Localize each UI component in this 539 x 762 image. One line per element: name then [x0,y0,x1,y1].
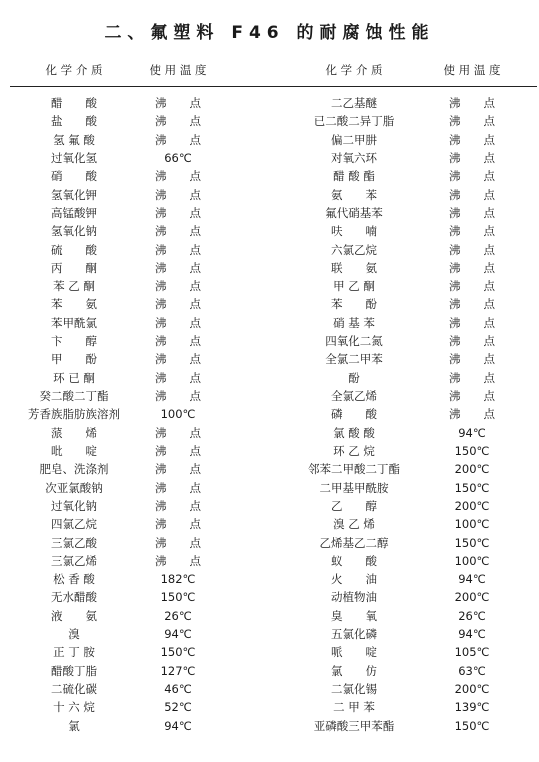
cell-temperature-left: 26℃ [164,608,192,623]
cell-temperature-right: 沸 点 [449,96,495,110]
cell-medium-left: 苯 乙 酮 [53,279,95,294]
cell-medium-right: 五氯化磷 [331,627,377,642]
cell-temperature-left: 沸 点 [155,425,201,440]
cell-temperature-left: 沸 点 [155,517,201,532]
cell-temperature-right: 沸 点 [449,242,495,257]
table-row [0,314,539,332]
cell-temperature-right: 139℃ [454,700,490,715]
table-row [0,350,539,368]
table-row [0,570,539,588]
cell-temperature-right: 沸 点 [449,205,495,220]
cell-medium-left: 癸二酸二丁酯 [39,389,109,403]
cell-medium-right: 二甲基甲酰胺 [319,480,389,495]
cell-temperature-right: 沸 点 [449,279,495,294]
table-row [0,204,539,222]
cell-temperature-right: 200℃ [454,462,490,477]
cell-temperature-left: 150℃ [160,590,196,605]
cell-medium-left: 蒎 烯 [51,425,97,440]
cell-temperature-left: 46℃ [164,682,192,696]
cell-medium-right: 氯 酸 酸 [333,425,375,440]
cell-medium-right: 邻苯二甲酸二丁酯 [308,462,400,477]
cell-temperature-left: 沸 点 [155,498,201,513]
cell-temperature-right: 63℃ [458,663,486,678]
cell-temperature-right: 沸 点 [449,224,495,239]
cell-medium-right: 二乙基醚 [331,96,377,110]
cell-temperature-right: 100℃ [454,517,490,532]
cell-temperature-right: 沸 点 [449,334,495,349]
cell-temperature-left: 沸 点 [155,96,201,110]
cell-temperature-left: 100℃ [160,407,196,422]
cell-temperature-left: 94℃ [164,718,192,733]
cell-medium-left: 芳香族脂肪族溶剂 [28,407,120,422]
cell-medium-right: 火 油 [331,572,377,587]
cell-temperature-right: 94℃ [458,572,486,587]
cell-medium-right: 全氯乙烯 [331,389,377,403]
table-row [0,680,539,698]
cell-medium-left: 过氧化钠 [51,498,97,513]
table-row [0,625,539,643]
cell-temperature-left: 沸 点 [155,480,201,495]
table-row [0,241,539,259]
cell-medium-left: 十 六 烷 [53,700,95,715]
cell-medium-right: 哌 啶 [331,645,377,660]
cell-temperature-left: 66℃ [164,150,192,165]
table-row [0,387,539,405]
cell-medium-left: 次亚氯酸钠 [45,480,103,495]
cell-medium-left: 四氯乙烷 [51,517,97,532]
table-row [0,186,539,204]
table-row [0,131,539,149]
cell-medium-right: 硝 基 苯 [333,315,375,330]
cell-medium-left: 吡 啶 [51,443,97,458]
cell-temperature-right: 150℃ [454,535,490,550]
table-body [0,94,539,735]
cell-temperature-left: 沸 点 [155,132,201,147]
cell-temperature-left: 沸 点 [155,114,201,129]
cell-medium-right: 氯 仿 [331,663,377,678]
cell-medium-right: 全氯二甲苯 [325,352,383,367]
table-row [0,149,539,167]
cell-medium-right: 甲 乙 酮 [333,279,375,294]
cell-medium-left: 高锰酸钾 [51,205,97,220]
table-row [0,534,539,552]
table-row [0,222,539,240]
cell-medium-right: 氟代硝基苯 [325,205,383,220]
cell-medium-right: 呋 喃 [331,224,377,239]
cell-medium-left: 苯 氨 [51,297,97,312]
cell-temperature-right: 沸 点 [449,315,495,330]
header-medium-right: 化 学 介 质 [325,63,383,77]
cell-medium-left: 过氧化氢 [51,150,97,165]
table-row [0,442,539,460]
header-temperature-right: 使 用 温 度 [443,63,501,77]
cell-medium-right: 氨 苯 [331,187,377,202]
cell-medium-left: 三氯乙酸 [51,535,97,550]
cell-medium-left: 二硫化碳 [51,682,97,696]
cell-medium-left: 环 已 酮 [53,370,95,385]
cell-temperature-left: 52℃ [164,700,192,715]
table-header [0,62,539,82]
cell-temperature-left: 沸 点 [155,297,201,312]
cell-medium-right: 六氯乙烷 [331,242,377,257]
cell-temperature-left: 沸 点 [155,370,201,385]
table-row [0,607,539,625]
cell-medium-left: 溴 [68,627,80,642]
cell-medium-left: 氢 氟 酸 [53,132,95,147]
cell-temperature-right: 200℃ [454,498,490,513]
cell-medium-left: 氢氧化钾 [51,187,97,202]
header-temperature-left: 使 用 温 度 [149,63,207,77]
cell-temperature-right: 200℃ [454,590,490,605]
table-row [0,552,539,570]
cell-temperature-left: 沸 点 [155,224,201,239]
cell-medium-right: 二氯化锡 [331,682,377,696]
cell-medium-right: 酚 [348,370,360,385]
table-row [0,167,539,185]
cell-temperature-right: 150℃ [454,480,490,495]
cell-medium-right: 蚁 酸 [331,553,377,568]
cell-medium-right: 环 乙 烷 [333,443,375,458]
cell-medium-left: 液 氨 [51,608,97,623]
cell-temperature-left: 沸 点 [155,205,201,220]
table-row [0,698,539,716]
cell-temperature-left: 127℃ [160,663,196,678]
cell-medium-left: 盐 酸 [51,114,97,129]
cell-medium-left: 醋酸丁脂 [51,663,97,678]
cell-medium-left: 氢氧化钠 [51,224,97,239]
cell-temperature-right: 150℃ [454,443,490,458]
cell-temperature-right: 105℃ [454,645,490,660]
cell-medium-right: 四氧化二氮 [325,334,383,349]
cell-temperature-right: 94℃ [458,627,486,642]
cell-temperature-left: 沸 点 [155,334,201,349]
cell-temperature-left: 沸 点 [155,535,201,550]
table-row [0,405,539,423]
cell-temperature-right: 沸 点 [449,187,495,202]
cell-medium-right: 磷 酸 [331,407,377,422]
table-row [0,643,539,661]
table-row [0,479,539,497]
page-title: 二、氟塑料 F46 的耐腐蚀性能 [104,23,435,43]
cell-temperature-right: 沸 点 [449,370,495,385]
cell-medium-left: 肥皂、洗涤剂 [39,462,109,477]
cell-medium-left: 丙 酮 [51,260,97,275]
cell-medium-right: 醋 酸 酯 [333,169,375,184]
table-row [0,662,539,680]
cell-medium-left: 卞 醇 [51,334,97,349]
cell-temperature-left: 沸 点 [155,260,201,275]
cell-temperature-left: 沸 点 [155,169,201,184]
cell-medium-right: 联 氨 [331,260,377,275]
cell-temperature-right: 150℃ [454,718,490,733]
cell-temperature-left: 沸 点 [155,352,201,367]
cell-temperature-right: 沸 点 [449,297,495,312]
cell-temperature-right: 沸 点 [449,114,495,129]
table-row [0,588,539,606]
cell-temperature-right: 沸 点 [449,407,495,422]
cell-temperature-left: 182℃ [160,572,196,587]
cell-temperature-left: 沸 点 [155,315,201,330]
table-row [0,424,539,442]
cell-medium-left: 硝 酸 [51,169,97,184]
table-row [0,277,539,295]
table-row [0,515,539,533]
cell-medium-left: 三氯乙烯 [51,553,97,568]
cell-temperature-left: 沸 点 [155,279,201,294]
cell-medium-left: 无水醋酸 [51,590,97,605]
cell-temperature-right: 94℃ [458,425,486,440]
header-divider [10,86,537,87]
table-row [0,295,539,313]
cell-medium-right: 对氧六环 [331,150,377,165]
cell-temperature-left: 沸 点 [155,187,201,202]
cell-temperature-right: 沸 点 [449,352,495,367]
cell-temperature-right: 100℃ [454,553,490,568]
cell-temperature-right: 沸 点 [449,260,495,275]
cell-temperature-left: 150℃ [160,645,196,660]
cell-medium-left: 甲 酚 [51,352,97,367]
cell-medium-left: 正 丁 胺 [53,645,95,660]
cell-medium-right: 二 甲 苯 [333,700,375,715]
cell-medium-left: 醋 酸 [51,96,97,110]
cell-medium-right: 苯 酚 [331,297,377,312]
cell-temperature-right: 沸 点 [449,389,495,403]
table-row [0,332,539,350]
table-row [0,94,539,112]
cell-temperature-left: 沸 点 [155,242,201,257]
cell-medium-right: 已二酸二异丁脂 [313,114,395,129]
table-row [0,497,539,515]
cell-temperature-right: 26℃ [458,608,486,623]
cell-temperature-right: 沸 点 [449,169,495,184]
cell-medium-right: 臭 氧 [331,608,377,623]
cell-temperature-right: 沸 点 [449,132,495,147]
cell-medium-right: 亚磷酸三甲苯酯 [313,718,395,733]
table-row [0,717,539,735]
table-row [0,369,539,387]
table-row [0,259,539,277]
cell-medium-left: 松 香 酸 [53,572,95,587]
cell-medium-right: 乙 醇 [331,498,377,513]
table-row [0,460,539,478]
cell-temperature-left: 94℃ [164,627,192,642]
cell-medium-right: 偏二甲肼 [331,132,377,147]
cell-medium-right: 乙烯基乙二醇 [319,535,389,550]
cell-medium-left: 硫 酸 [51,242,97,257]
cell-medium-left: 氯 [68,718,80,733]
cell-temperature-right: 沸 点 [449,150,495,165]
cell-medium-right: 溴 乙 烯 [333,517,375,532]
header-medium-left: 化 学 介 质 [45,63,103,77]
table-row [0,112,539,130]
cell-temperature-right: 200℃ [454,682,490,696]
cell-temperature-left: 沸 点 [155,389,201,403]
cell-medium-left: 苯甲酰氯 [51,315,97,330]
cell-temperature-left: 沸 点 [155,462,201,477]
cell-medium-right: 动植物油 [331,590,377,605]
cell-temperature-left: 沸 点 [155,443,201,458]
cell-temperature-left: 沸 点 [155,553,201,568]
